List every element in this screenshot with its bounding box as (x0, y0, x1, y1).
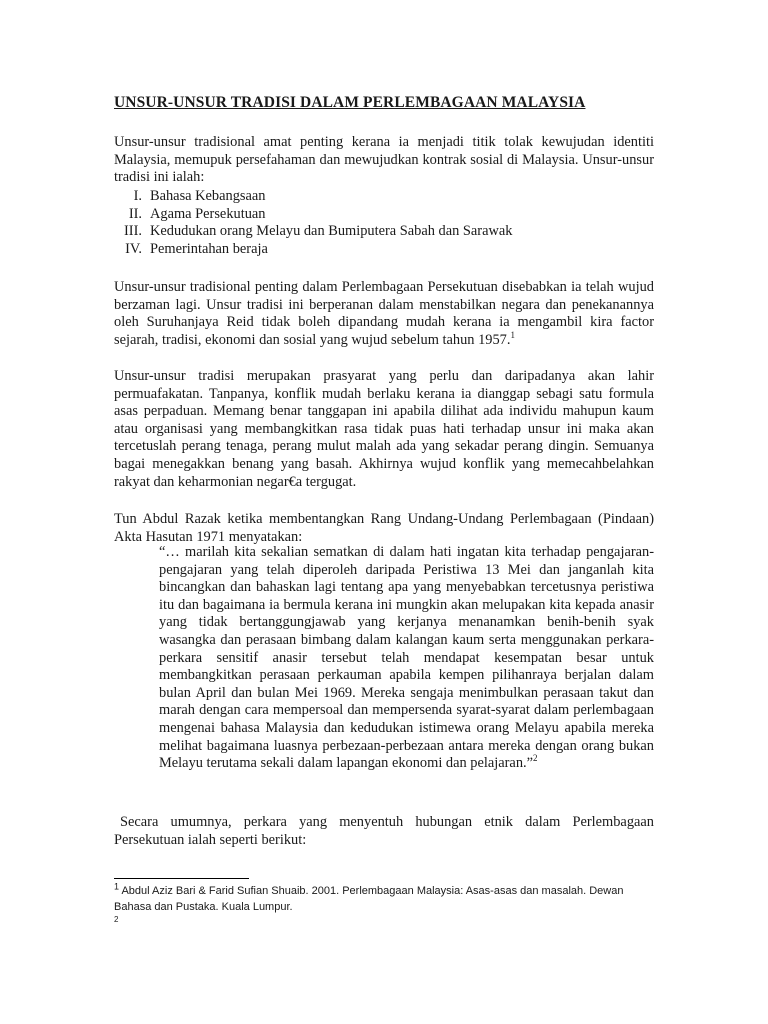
footnote-ref-1[interactable]: 1 (510, 329, 515, 340)
intro-paragraph: Unsur-unsur tradisional amat penting kerana ia menjadi titik tolak kewujudan identiti Malaysia, memupuk persefahaman dan mewujudkan kontrak sosial di Malaysia. Unsur-unsur tradisi ini ialah: (114, 134, 654, 186)
list-item (114, 223, 654, 241)
list-item-number: IV. (125, 240, 142, 257)
footnote-ref-2[interactable]: 2 (533, 753, 538, 764)
paragraph-2 (114, 279, 654, 349)
block-quote-text: “… marilah kita sekalian sematkan di dalam hati ingatan kita terhadap pengajaran-pengajaran yang telah diperoleh daripada Peristiwa 13 Mei dan janganlah kita bincangkan dan bahaskan lagi tentang apa yang menyebabkan tercetusnya peristiwa itu dan bagaimana ia bermula kerana ini mungkin akan melupakan kita kepada anasir yang tidak bertanggungjawab yang kerjanya menanamkan benih-benih syak wasangka dan perasaan bimbang dalam kalangan kaum serta menggunakan perkara-perkara sensitif anasir tersebut telah mendapat kesempatan besar untuk membangkitkan perasaan perkauman apabila kempen pilihanraya berjalan dalam bulan April dan bulan Mei 1969. Mereka sengaja menimbulkan perasaan takut dan marah dengan cara mempersoal dan mempersenda syarat-syarat dalam perlembagaan mengenai bahasa Malaysia dan kedudukan istimewa orang Melayu apabila mereka melihat bagaimana luasnya perbezaan-perbezaan antara mereka dengan orang bukan Melayu terutama sekali dalam lapangan ekonomi dan pelajaran.” (159, 544, 654, 772)
list-item-text: Pemerintahan beraja (150, 240, 268, 257)
footnote-separator (114, 878, 249, 879)
list-item-number: II. (128, 205, 142, 222)
list-item (114, 188, 654, 206)
list-item-number: I. (133, 188, 142, 204)
paragraph-4: Tun Abdul Razak ketika membentangkan Rang Undang-Undang Perlembagaan (Pindaan) Akta Hasutan 1971 menyatakan: (114, 511, 654, 545)
tradition-elements-list (114, 188, 654, 258)
list-item (114, 241, 654, 259)
footnote-1-marker: 1 (114, 881, 120, 892)
paragraph-3: Unsur-unsur tradisi merupakan prasyarat yang perlu dan daripadanya akan lahir permuafakatan. Tanpanya, konflik mudah berlaku kerana ia dianggap sebagi satu formula asas perpaduan. Memang benar tanggapan ini apabila dilihat ada individu mahupun kaum atau organisasi yang membangkitkan rasa tidak puas hati terhadap unsur ini maka akan tercetuslah perang tenaga, perang mulut malah ada yang sekadar perang dingin. Semuanya bagai menegakkan benang yang basah. Akhirnya wujud konflik yang memecahbelahkan rakyat dan keharmonian negar€a tergugat. (114, 368, 654, 490)
list-item-number: III. (124, 223, 142, 240)
paragraph-2-text: Unsur-unsur tradisional penting dalam Perlembagaan Persekutuan disebabkan ia telah wujud berzaman lagi. Unsur tradisi ini berperanan dalam menstabilkan negara dan penekanannya oleh Suruhanjaya Reid tidak boleh dipandang mudah kerana ia mengambil kira factor sejarah, tradisi, ekonomi dan sosial yang wujud sebelum tahun 1957. (114, 279, 654, 348)
list-item-text: Kedudukan orang Melayu dan Bumiputera Sabah dan Sarawak (150, 223, 513, 240)
list-item (114, 206, 654, 224)
footnote-1 (114, 883, 654, 915)
paragraph-5: Secara umumnya, perkara yang menyentuh hubungan etnik dalam Perlembagaan Persekutuan ialah seperti berikut: (114, 814, 654, 848)
block-quote (159, 544, 654, 773)
list-item-text: Bahasa Kebangsaan (150, 188, 266, 204)
page-title: UNSUR-UNSUR TRADISI DALAM PERLEMBAGAAN MALAYSIA (114, 94, 586, 111)
list-item-text: Agama Persekutuan (150, 205, 266, 222)
footnote-2-marker: 2 (114, 915, 119, 924)
footnote-1-text: Abdul Aziz Bari & Farid Sufian Shuaib. 2001. Perlembagaan Malaysia: Asas-asas dan masalah. Dewan Bahasa dan Pustaka. Kuala Lumpur. (114, 885, 624, 913)
